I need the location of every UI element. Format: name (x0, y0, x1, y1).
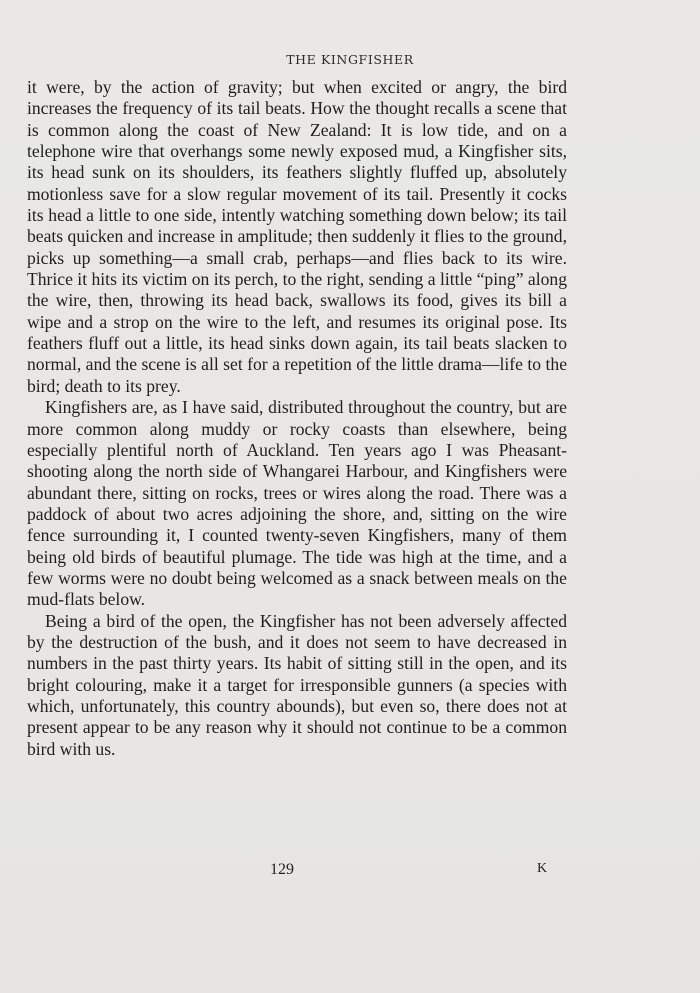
page-number: 129 (270, 861, 294, 878)
paragraph-1: it were, by the action of gravity; but when excited or angry, the bird increases the frequency of its tail beats. How the thought recalls a scene that is common along the coast of New Zealand: It is low tide, and on a telephone wire that overhangs some newly exposed mud, a Kingfisher sits, its head sunk on its shoulders, its feathers slightly fluffed up, absolutely motionless save for a slow regular movement of its tail. Presently it cocks its head a little to one side, intently watching something down below; its tail beats quicken and increase in amplitude; then suddenly it flies to the ground, picks up something—a small crab, perhaps—and flies back to its wire. Thrice it hits its victim on its perch, to the right, sending a little “ping” along the wire, then, throwing its head back, swallows its food, gives its bill a wipe and a strop on the wire to the left, and resumes its original pose. Its feathers fluff out a little, its head sinks down again, its tail beats slacken to normal, and the scene is all set for a repetition of the little drama—life to the bird; death to its prey. (27, 77, 567, 396)
running-head: THE KINGFISHER (286, 52, 414, 67)
paragraph-3: Being a bird of the open, the Kingfisher has not been adversely affected by the destruction of the bush, and it does not seem to have decreased in numbers in the past thirty years. Its habit of sitting still in the open, and its bright colouring, make it a target for irresponsible gunners (a species with which, unfortunately, this country abounds), but even so, there does not at present appear to be any reason why it should not continue to be a common bird with us. (27, 610, 567, 759)
body-text (27, 77, 567, 760)
signature-mark: K (537, 861, 548, 876)
paragraph-2: Kingfishers are, as I have said, distributed throughout the country, but are more common along muddy or rocky coasts than elsewhere, being especially plentiful north of Auckland. Ten years ago I was Pheasant-shooting along the north side of Whangarei Harbour, and Kingfishers were abundant there, sitting on rocks, trees or wires along the road. There was a paddock of about two acres adjoining the shore, and, sitting on the wire fence surrounding it, I counted twenty-seven Kingfishers, many of them being old birds of beautiful plumage. The tide was high at the time, and a few worms were no doubt being welcomed as a snack between meals on the mud-flats below. (27, 397, 567, 610)
